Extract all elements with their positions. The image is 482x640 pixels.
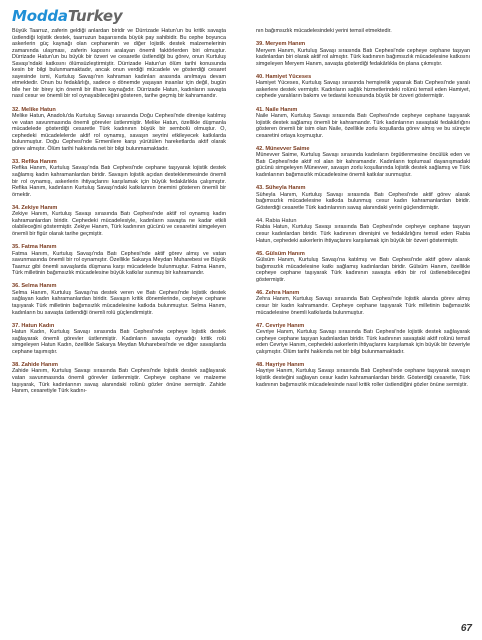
article-block [256, 251, 470, 284]
article-paragraph: Hayriye Hanım, Kurtuluş Savaşı sırasında Batı Cephesi'nde cephane taşıyarak savaşın lojistik desteğini sağlayan cesur kadın kahramanlardan biridir. Gösterdiği cesaretle, Türk kadınının bağımsızlık mücadelesinde nasıl kritik roller üstlendiğini gözler önüne sermiştir. [256, 368, 470, 388]
section-heading: 42. Münevver Saime [256, 145, 310, 152]
article-block [12, 283, 226, 316]
article-paragraph: Münevver Saime, Kurtuluş Savaşı sırasında kadınların örgütlenmesine öncülük eden ve Batı Cephesi'nde aktif rol alan bir kahramandır. Kadınların toplumsal dayanışmadaki gücünü simgeleyen Münevver, savaşın zorlu koşullarında lojistik destek sağlamış ve Türk kadınlarının bağımsızlık mücadelesine önemli katkılar sunmuştur. [256, 152, 470, 179]
section-heading: 43. Süheyla Hanım [256, 185, 306, 192]
logo-part-turkey: Turkey [67, 7, 123, 25]
article-block [256, 290, 470, 316]
article-paragraph: Selma Hanım, Kurtuluş Savaşı'na destek veren ve Batı Cephesi'nde lojistik destek sağlayan kadın kahramanlardan biridir. Savaşın kritik dönemlerinde, cepheye cephane taşıyarak Türk milletinin bağımsızlık mücadelesine katkıda bulunmuştur. Selma Hanım, kadınların bu savaşta üstlendiği önemli rolü güçlendirmiştir. [12, 289, 226, 316]
article-block [12, 205, 226, 238]
article-paragraph: Zehra Hanım, Kurtuluş Savaşı sırasında Batı Cephesi'nde lojistik alanda görev almış cesur bir kadın kahramandır. Cepheye cephane taşıyarak Türk milletinin bağımsızlık mücadelesine önemli katkılarda bulunmuştur. [256, 296, 470, 316]
article-block [256, 323, 470, 356]
article-block [12, 107, 226, 153]
section-heading: 39. Meryem Hanım [256, 41, 306, 48]
article-block [12, 28, 226, 100]
section-heading: 41. Naile Hanım [256, 106, 298, 113]
right-column [256, 28, 470, 395]
article-paragraph: Melike Hatun, Anadolu'da Kurtuluş Savaşı sırasında Doğu Cephesi'nde direnişe katılmış ve vatan savunmasında önemli görevler üstlenmiştir. Melike Hatun, özellikle düşmanla mücadelede gösterdiği cesaretle Türk kadınının büyük bir sembolü olmuştur. O, cephedeki mücadelelerde aktif rol oynamış, savaşın seyrini etkileyecek katkılarda bulunmuştur. Doğu Cephesi'nde Ermenilere karşı yürütülen hareketlarda aktif olarak görev almıştır. Ölüm tarihi hakkında net bir bilgi bulunmamaktadır. [12, 113, 226, 152]
section-heading: 40. Hamiyet Yüceses [256, 73, 312, 80]
article-paragraph: Refika Hanım, Kurtuluş Savaşı'nda Batı Cephesi'nde cephane taşıyarak lojistik destek sağlamış kadın kahramanlardan biridir. Savaşın lojistik açıdan desteklenmesinde önemli bir rol oynamış, askerlerin ihtiyaçlarını karşılamak için büyük fedakârlıkla çalışmıştır. Refika Hanım, kadınların Kurtuluş Savaşı'ndaki katkılarının önemini gösteren önemli bir örnektir. [12, 165, 226, 198]
article-block [256, 28, 470, 35]
section-heading: 37. Hatun Kadın [12, 322, 55, 329]
section-heading: 46. Zehra Hanım [256, 289, 300, 296]
section-heading: 36. Selma Hanım [12, 283, 57, 290]
section-heading: 48. Hayriye Hanım [256, 361, 305, 368]
section-heading: 35. Fatma Hanım [12, 244, 57, 251]
article-block [256, 362, 470, 388]
article-block [12, 362, 226, 395]
section-heading: 45. Gülsüm Hanım [256, 250, 305, 257]
article-block [256, 107, 470, 140]
article-paragraph: Hamiyet Yüceses, Kurtuluş Savaşı sırasında hemşirelik yaparak Batı Cephesi'nde yaralı askerlere destek vermiştir. Kadınların sağlık hizmetlerindeki rolünü temsil eden Hamiyet, cephede yaralıların bakımı ve tedavisi konusunda büyük bir özveri göstermiştir. [256, 80, 470, 100]
article-paragraph: Gülsüm Hanım, Kurtuluş Savaşı'na katılmış ve Batı Cephesi'nde aktif görev alarak bağımsızlık mücadelesine katkı sağlamış kadınlardan biridir. Gülsüm Hanım, özellikle cepheye cephane taşıyarak Türk kadınının savaşta etkin bir rol üstlenebileceğini göstermiştir. [256, 257, 470, 283]
article-paragraph: Rabia Hatun, Kurtuluş Savaşı sırasında Batı Cephesi'nde cepheye cephane taşıyan cesur kadınlardan biridir. Türk kadınının direnişini ve fedakârlığını temsil eden Rabia Hatun, cephedeki askerlerin ihtiyaçlarını karşılamak için büyük bir özveri göstermiştir. [256, 224, 470, 244]
section-heading: 32. Melike Hatun [12, 106, 56, 113]
page-number: 67 [460, 623, 472, 634]
magazine-logo [12, 6, 122, 26]
left-column [12, 28, 226, 401]
article-paragraph: Zekiye Hanım, Kurtuluş Savaşı sırasında Batı Cephesi'nde aktif rol oynamış kadın kahramanlardan biridir. Cephedeki mücadelesiyle, kadınların savaşta ne kadar etkili olabileceğini göstermiştir. Zekiye Hanım, Türk kadınının gücünü ve cesaretini simgeleyen önemli bir figür olarak tarihe geçmiştir. [12, 211, 226, 237]
logo-part-modda: Modda [12, 7, 68, 25]
article-block [12, 244, 226, 277]
section-heading: 33. Refika Hanım [12, 158, 57, 165]
article-block [256, 185, 470, 211]
article-paragraph: Büyük Taarruz, zaferin geldiği anlardan biridir ve Dürrizade Hatun'un bu kritik savaşta üstlendiği lojistik destek, taarruzun başarısında büyük pay sahibidir. Bu cephe boyunca askerlerin güç kaynağı olan cephanenin ve diğer lojistik destek malzemelerinin zamanında ulaşması, zaferin kapısını aralayan önemli faktörlerden biri olmuştur. Dürrizade Hatun'un bu büyük bir özveri ve cesaretle üstlendiği bu görev, onun Kurtuluş Savaşı'ndaki katkısını ölümsüzleştirmiştir. Dürrizade Hatun'un ölüm tarihi konusunda kesin bir bilgi bulunmamaktadır, ancak onun verdiği mücadele ve gösterdiği cesaret sayesinde ismi, Kurtuluş Savaşı'nın kahraman kadınları arasında anılmaya devam etmektedir. Onun bu fedakârlığı, sadece o dönemde yaşayan insanlar için değil, bugün bile her bir birey için önemli bir ilham kaynağıdır. Dürrizade Hatun, kadınların savaşta nasıl cesur ve önemli bir rol oynayabileceğini gösteren, tarihe geçmiş bir kahramandır. [12, 28, 226, 100]
article-paragraph: Hatun Kadın, Kurtuluş Savaşı sırasında Batı Cephesi'nde cepheye lojistik destek sağlayarak önemli görevler üstlenmiştir. Kadınların savaşta oynadığı kritik rolü simgeleyen Hatun Kadın, özellikle Sakarya Meydan Muharebesi'nde ve diğer savaşlarda cephane taşımıştır. [12, 329, 226, 355]
article-paragraph: nın bağımsızlık mücadelesindeki yerini temsil etmektedir. [256, 28, 392, 34]
article-paragraph: Meryem Hanım, Kurtuluş Savaşı sırasında Batı Cephesi'nde cepheye cephane taşıyan kadınlardan biri olarak aktif rol almıştır. Türk kadınının bağımsızlık mücadelesine katkısını simgeleyen Meryem Hanım, savaşta gösterdiği fedakârlıkla ön plana çıkmıştır. [256, 47, 470, 67]
section-heading: 34. Zekiye Hanım [12, 204, 58, 211]
article-block [256, 74, 470, 100]
article-paragraph: Süheyla Hanım, Kurtuluş Savaşı sırasında Batı Cephesi'nde aktif görev alarak bağımsızlık mücadelesine katkıda bulunmuş cesur kadın kahramanlardan biridir. Gösterdiği cesaretle Türk kadınlarının savaş alanındaki yerini güçlendirmiştir. [256, 191, 470, 211]
article-block [12, 323, 226, 356]
article-paragraph: Cevriye Hanım, Kurtuluş Savaşı sırasında Batı Cephesi'nde lojistik destek sağlayarak cepheye cephane taşıyan kadınlardan biridir. Türk kadınının savaştaki aktif rolünü temsil eden Cevriye Hanım, cephedeki askerlerin ihtiyaçlarını karşılamak için büyük bir özveriyle çalışmıştır. Ölüm tarihi hakkında net bir bilgi bulunmamaktadır. [256, 329, 470, 355]
article-paragraph: Naile Hanım, Kurtuluş Savaşı sırasında Batı Cephesi'nde cepheye cephane taşıyarak lojistik destek sağlamış önemli bir kahramandır. Türk kadınlarının savaştaki fedakârlığını gösteren önemli bir isim olan Naile, özellikle zorlu koşullarda görev almış ve bu süreçte cesaretini ortaya koymuştur. [256, 113, 470, 139]
article-paragraph: Fatma Hanım, Kurtuluş Savaşı'nda Batı Cephesi'nde aktif görev almış ve vatan savunmasında önemli bir rol oynamıştır. Özellikle Sakarya Meydan Muharebesi ve Büyük Taarruz gibi önemli savaşlarda düşmana karşı mücadelede bulunmuştur. Fatma Hanım, Türk milletinin bağımsızlık mücadelesine büyük katkılar sunmuş bir kahramandır. [12, 250, 226, 277]
article-block [256, 218, 470, 244]
section-heading: 47. Cevriye Hanım [256, 322, 305, 329]
section-heading: 38. Zahide Hanım [12, 361, 59, 368]
article-block [256, 146, 470, 179]
article-paragraph: Zahide Hanım, Kurtuluş Savaşı sırasında Batı Cephesi'nde lojistik destek sağlayarak vatan savunmasında önemli görevler üstlenmiştir. Cepheye cephane ve malzeme taşıyarak, Türk kadınlarının savaş alanındaki rolünü gözler önüne sermiştir. Zahide Hanım, cesaretiyle Türk kadını- [12, 368, 226, 395]
article-block [256, 41, 470, 67]
section-heading: 44. Rabia Hatun [256, 217, 297, 224]
article-block [12, 159, 226, 198]
